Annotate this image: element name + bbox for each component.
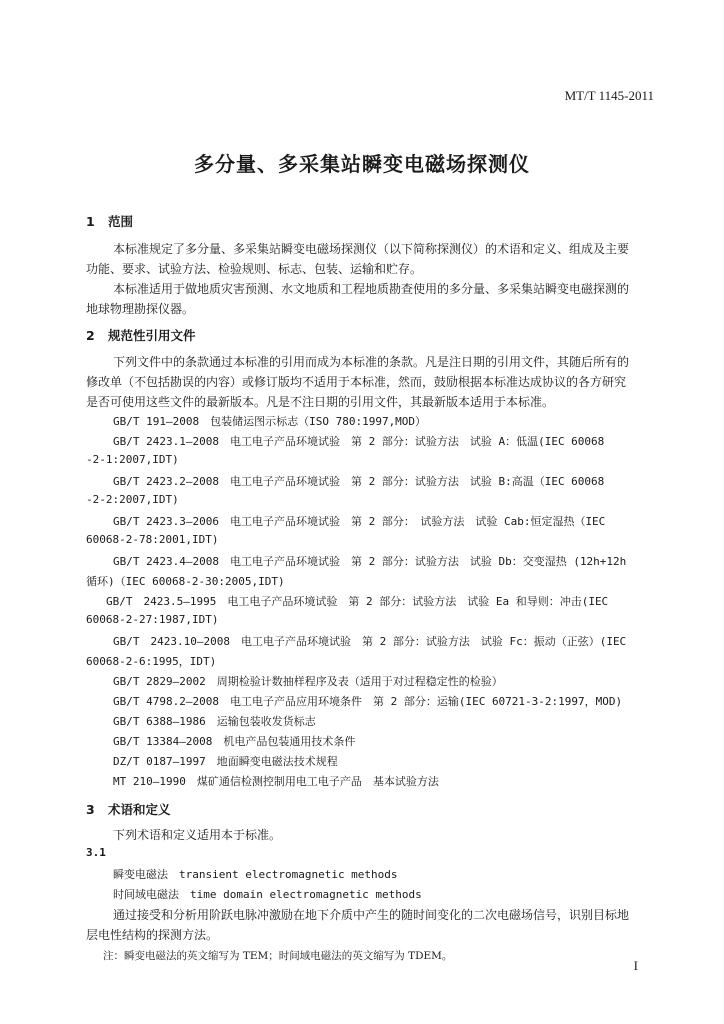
reference-item-continuation: 60068-2-27:1987,IDT): [86, 613, 219, 626]
term-entry: 瞬变电磁法 transient electromagnetic methods: [113, 868, 398, 881]
paragraph-line: 本标准规定了多分量、多采集站瞬变电磁场探测仪（以下简称探测仪）的术语和定义、组成及主要: [113, 242, 630, 256]
section-number: 3: [86, 802, 95, 817]
reference-item: GB/T 2423.5—1995 电工电子产品环境试验 第 2 部分：试验方法 试验 Ea 和导则：冲击(IEC: [106, 595, 609, 608]
definition-line: 层电性结构的探测方法。: [86, 928, 219, 942]
reference-item: MT 210—1990 煤矿通信检测控制用电工电子产品 基本试验方法: [113, 775, 439, 788]
section-title: 术语和定义: [108, 802, 171, 817]
reference-item-continuation: -2-2:2007,IDT): [86, 493, 179, 506]
reference-item: GB/T 2423.4—2008 电工电子产品环境试验 第 2 部分：试验方法 试验 Db：交变湿热 (12h+12h: [113, 555, 627, 568]
paragraph-line: 是否可使用这些文件的最新版本。凡是不注日期的引用文件，其最新版本适用于本标准。: [86, 395, 555, 409]
reference-item-continuation: 循环)（IEC 60068-2-30:2005,IDT): [86, 575, 285, 588]
reference-item: GB/T 2423.1—2008 电工电子产品环境试验 第 2 部分：试验方法 试验 A：低温(IEC 60068: [113, 435, 605, 448]
paragraph-line: 本标准适用于做地质灾害预测、水文地质和工程地质勘查使用的多分量、多采集站瞬变电磁探测的: [113, 282, 630, 296]
paragraph-line: 下列术语和定义适用本于标准。: [113, 828, 282, 842]
paragraph-line: 功能、要求、试验方法、检验规则、标志、包装、运输和贮存。: [86, 262, 423, 276]
reference-item: GB/T 13384—2008 机电产品包装通用技术条件: [113, 735, 356, 748]
reference-item: GB/T 2423.3—2006 电工电子产品环境试验 第 2 部分： 试验方法 试验 Cab:恒定湿热（IEC: [113, 515, 606, 528]
reference-item-continuation: 60068-2-6:1995，IDT): [86, 655, 217, 668]
standard-code: MT/T 1145-2011: [564, 88, 654, 103]
reference-item-continuation: -2-1:2007,IDT): [86, 453, 179, 466]
reference-item-continuation: 60068-2-78:2001,IDT): [86, 533, 219, 546]
reference-item: GB/T 191—2008 包装储运图示标志（ISO 780:1997,MOD）: [113, 415, 427, 428]
term-entry: 时间域电磁法 time domain electromagnetic methods: [113, 888, 422, 901]
section-3-heading: [86, 800, 171, 818]
section-number: 1: [86, 214, 95, 229]
section-1-heading: [86, 212, 133, 230]
reference-item: GB/T 6388—1986 运输包装收发货标志: [113, 715, 316, 728]
document-title: 多分量、多采集站瞬变电磁场探测仪: [194, 152, 530, 176]
paragraph-line: 下列文件中的条款通过本标准的引用而成为本标准的条款。凡是注日期的引用文件，其随后所有的: [113, 355, 630, 369]
page-number: I: [633, 958, 638, 973]
paragraph-line: 地球物理勘探仪器。: [86, 302, 195, 316]
reference-item: GB/T 2423.10—2008 电工电子产品环境试验 第 2 部分：试验方法 试验 Fc：振动（正弦）(IEC: [113, 635, 627, 648]
section-title: 范围: [108, 214, 134, 229]
paragraph-line: 修改单（不包括勘误的内容）或修订版均不适用于本标准，然而，鼓励根据本标准达成协议的各方研究: [86, 375, 627, 389]
reference-item: GB/T 4798.2—2008 电工电子产品应用环境条件 第 2 部分：运输(IEC 60721-3-2:1997，MOD): [113, 695, 623, 708]
section-2-heading: [86, 326, 196, 344]
reference-item: GB/T 2829—2002 周期检验计数抽样程序及表（适用于对过程稳定性的检验）: [113, 675, 503, 688]
reference-item: GB/T 2423.2—2008 电工电子产品环境试验 第 2 部分：试验方法 试验 B:高温（IEC 60068: [113, 475, 605, 488]
subsection-number: 3.1: [86, 846, 106, 859]
reference-item: DZ/T 0187—1997 地面瞬变电磁法技术规程: [113, 755, 338, 768]
note: 注：瞬变电磁法的英文缩写为 TEM；时间域电磁法的英文缩写为 TDEM。: [103, 950, 453, 962]
definition-line: 通过接受和分析用阶跃电脉冲激励在地下介质中产生的随时间变化的二次电磁场信号，识别目标地: [113, 908, 630, 922]
section-title: 规范性引用文件: [108, 328, 196, 343]
section-number: 2: [86, 328, 95, 343]
